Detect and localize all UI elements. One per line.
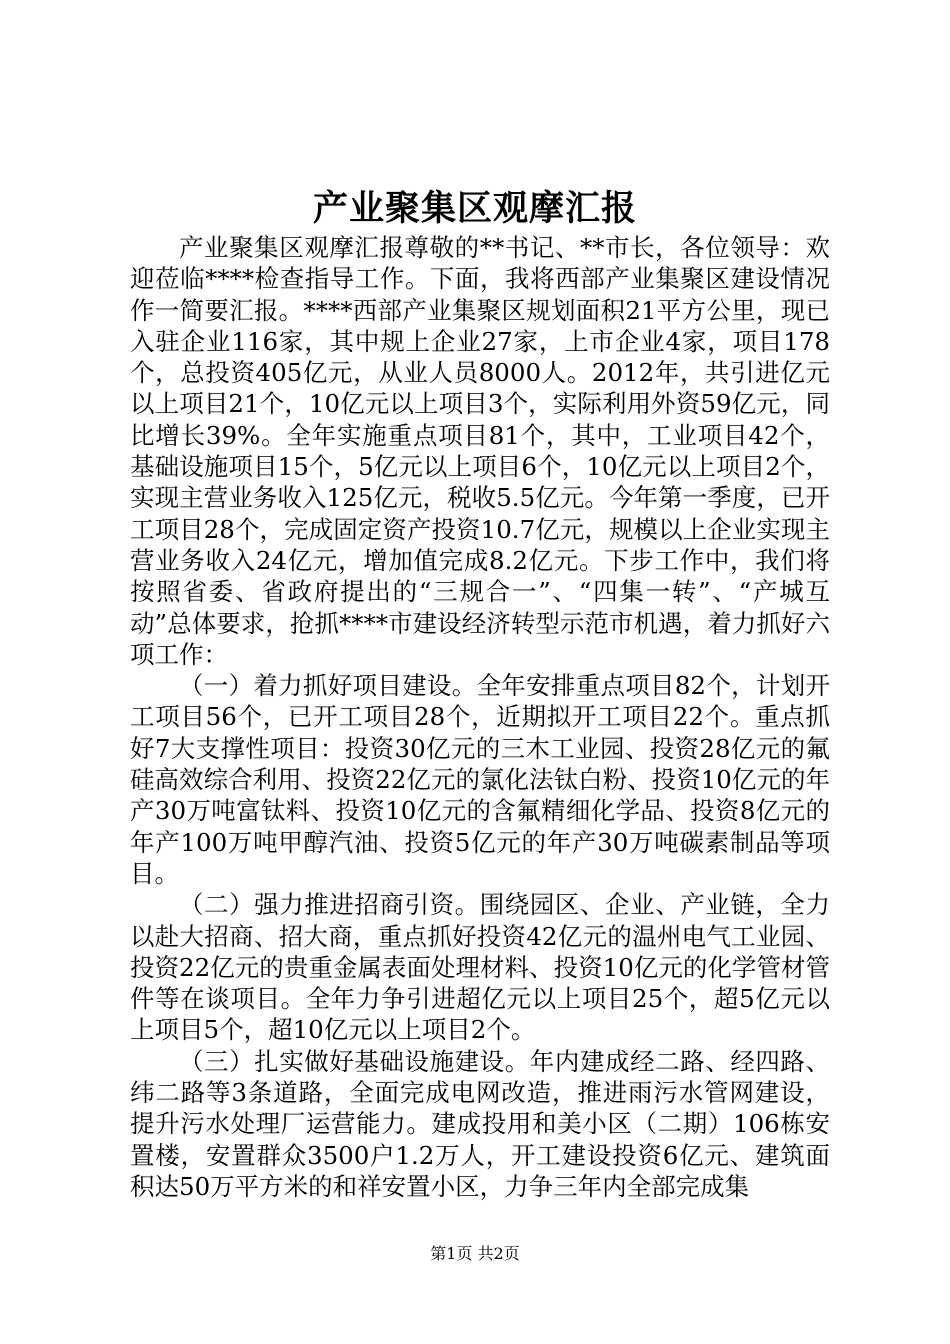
paragraph-infrastructure: （三）扎实做好基础设施建设。年内建成经二路、经四路、纬二路等3条道路，全面完成电网改造，推进雨污水管网建设，提升污水处理厂运营能力。建成投用和美小区（二期）106栋安置楼，安置群众3500户1.2万人，开工建设投资6亿元、建筑面积达50万平方米的和祥安置小区，力争三年内全部完成集 — [130, 1046, 830, 1201]
paragraph-project-construction: （一）着力抓好项目建设。全年安排重点项目82个，计划开工项目56个，已开工项目28个，近期拟开工项目22个。重点抓好7大支撑性项目：投资30亿元的三木工业园、投资28亿元的氟硅高效综合利用、投资22亿元的氯化法钛白粉、投资10亿元的年产30万吨富钛料、投资10亿元的含氟精细化学品、投资8亿元的年产100万吨甲醇汽油、投资5亿元的年产30万吨碳素制品等项目。 — [130, 671, 830, 888]
paragraph-investment-attraction: （二）强力推进招商引资。围绕园区、企业、产业链，全力以赴大招商、招大商，重点抓好投资42亿元的温州电气工业园、投资22亿元的贵重金属表面处理材料、投资10亿元的化学管材管件等在谈项目。全年力争引进超亿元以上项目25个，超5亿元以上项目5个，超10亿元以上项目2个。 — [130, 890, 830, 1045]
document-title: 产业聚集区观摩汇报 — [312, 188, 637, 229]
paragraph-intro: 产业聚集区观摩汇报尊敬的**书记、**市长，各位领导：欢迎莅临****检查指导工作。下面，我将西部产业集聚区建设情况作一简要汇报。****西部产业集聚区规划面积21平方公里，现已入驻企业116家，其中规上企业27家，上市企业4家，项目178个，总投资405亿元，从业人员8000人。2012年，共引进亿元以上项目21个，10亿元以上项目3个，实际利用外资59亿元，同比增长39%。全年实施重点项目81个，其中，工业项目42个，基础设施项目15个，5亿元以上项目6个，10亿元以上项目2个，实现主营业务收入125亿元，税收5.5亿元。今年第一季度，已开工项目28个，完成固定资产投资10.7亿元，规模以上企业实现主营业务收入24亿元，增加值完成8.2亿元。下步工作中，我们将按照省委、省政府提出的“三规合一”、“四集一转”、“产城互动”总体要求，抢抓****市建设经济转型示范市机遇，着力抓好六项工作： — [130, 233, 830, 669]
page-footer: 第1页 共2页 — [430, 1244, 520, 1263]
document-body — [130, 232, 830, 1202]
